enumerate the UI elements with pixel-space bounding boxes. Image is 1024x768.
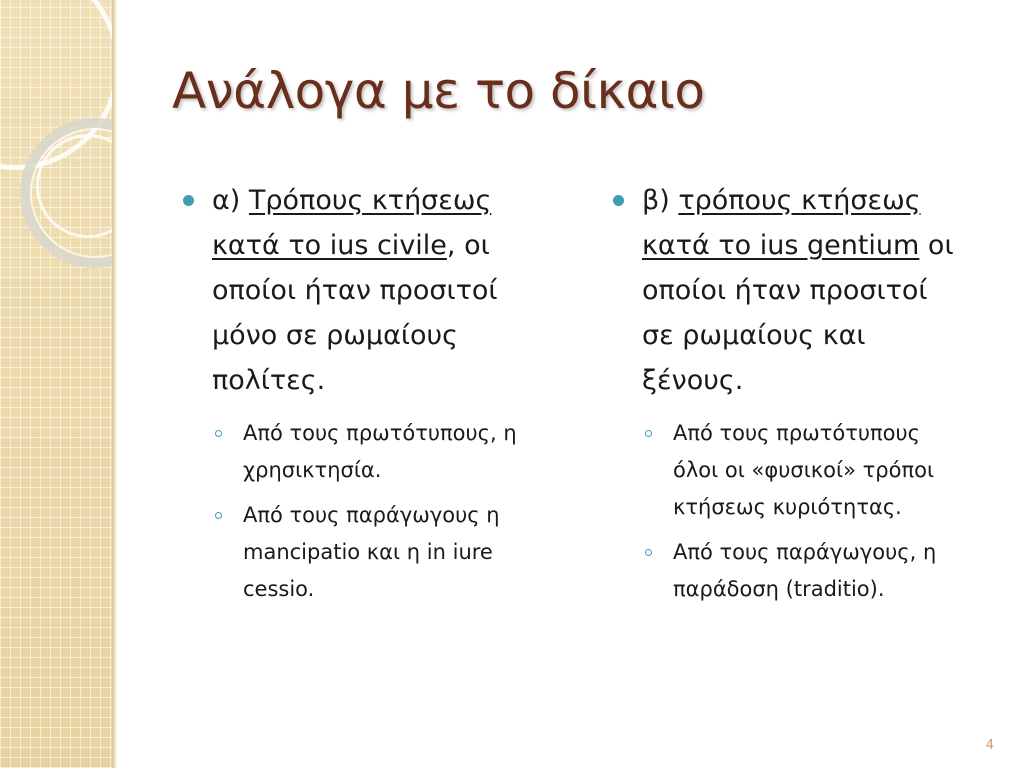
sub-bullet-text: Από τους παράγωγους, η παράδοση (traditio). [673,540,937,601]
sub-bullet-circle-icon [215,512,222,519]
bullet-dot-icon [183,195,194,206]
sub-bullet-circle-icon [645,430,652,437]
sub-bullet [180,415,535,489]
left-column [180,178,535,616]
bullet-prefix: β) [642,185,679,216]
sub-bullet-list-right [610,415,965,608]
bullet-underlined-text: Τρόπους κτήσεως κατά το ius civile [212,185,492,261]
slide-title: Ανάλογα με το δίκαιο [172,62,705,120]
sub-bullet-text: Από τους πρωτότυπους, η χρησικτησία. [243,421,517,482]
sub-bullet-circle-icon [645,549,652,556]
sub-bullet [610,415,965,526]
sub-bullet-text: Από τους πρωτότυπους όλοι οι «φυσικοί» τρόποι κτήσεως κυριότητας. [673,421,935,519]
bullet-underlined-text: τρόπους κτήσεως κατά το ius gentium [642,185,921,261]
right-column [610,178,965,616]
bullet-text: , οι οποίοι ήταν προσιτοί μόνο σε ρωμαίους πολίτες. [212,230,498,396]
main-bullet-left [180,178,535,403]
main-bullet-right [610,178,965,403]
page-number: 4 [985,738,994,753]
sub-bullet-list-left [180,415,535,608]
sub-bullet [610,534,965,608]
sub-bullet-text: Από τους παράγωγους η mancipatio και η in iure cessio. [243,503,500,601]
sub-bullet [180,497,535,608]
bullet-dot-icon [613,195,624,206]
bullet-text: οι οποίοι ήταν προσιτοί σε ρωμαίους και ξένους. [642,230,954,396]
sidebar-edge [112,0,118,768]
decorative-sidebar [0,0,112,768]
bullet-prefix: α) [212,185,249,216]
sub-bullet-circle-icon [215,430,222,437]
